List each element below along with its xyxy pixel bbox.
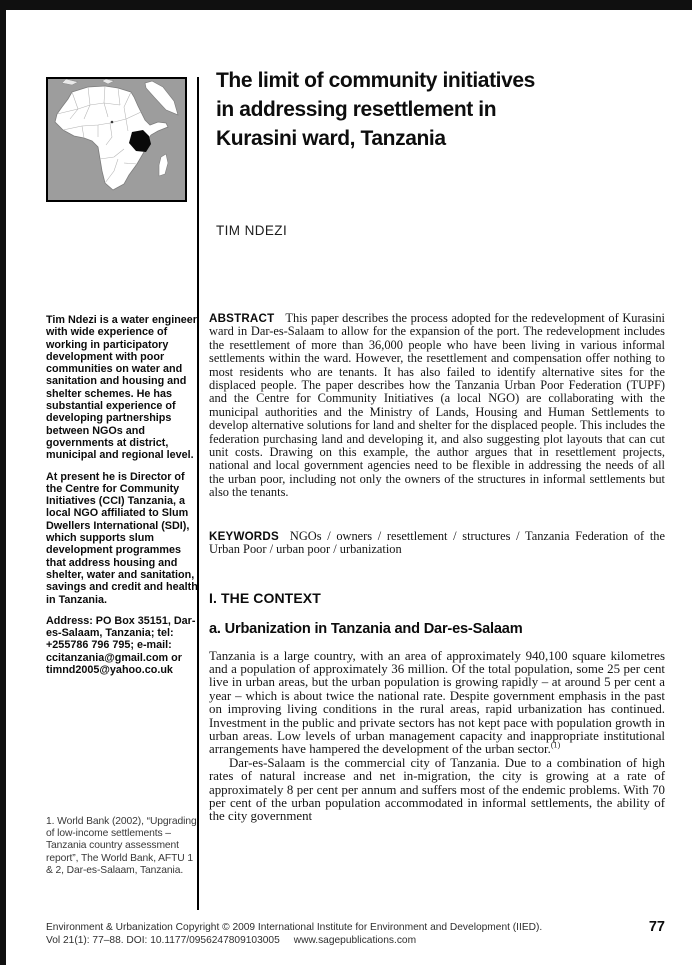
africa-locator-map [46, 77, 187, 202]
body-paragraph-1 [209, 650, 665, 757]
scan-left-edge [0, 0, 6, 965]
article-title-line-2: in addressing resettlement in [216, 98, 497, 121]
author-bio [46, 314, 199, 685]
body-paragraph-1-text: Tanzania is a large country, with an area of approximately 940,100 square kilometres and a population of approximately 36 million. Of the total population, some 25 per cent live in urban areas, but the urban population is growing rapidly – at around 5 per cent a year – which is about twice the national rate. Despite government emphasis in the past on improving living conditions in the rural areas, rapid urbanization has continued. Investment in the public and private sectors has not kept pace with population growth in urban areas. Low levels of urban management capacity and inappropriate institutional arrangements have hampered the development of the urban sector. [209, 648, 665, 757]
footer-publisher-url: www.sagepublications.com [293, 935, 417, 946]
article-title-line-3: Kurasini ward, Tanzania [216, 127, 446, 150]
section-heading-context: I. THE CONTEXT [209, 589, 321, 606]
africa-map-graphic [48, 79, 185, 200]
keywords-text: NGOs / owners / resettlement / structures / Tanzania Federation of the Urban Poor / urban poor / urbanization [209, 528, 665, 557]
keywords-paragraph [209, 530, 665, 557]
footnote-1: 1. World Bank (2002), “Upgrading of low-income settlements – Tanzania country assessment report”, The World Bank, AFTU 1 & 2, Dar-es-Salaam, Tanzania. [46, 816, 197, 876]
keywords-label: KEYWORDS [209, 529, 279, 543]
footer-copyright: Environment & Urbanization Copyright © 2009 International Institute for Environment and Development (IIED). [46, 922, 543, 933]
article-body-column [209, 312, 665, 824]
footer-volume-doi-line [46, 934, 586, 947]
scan-top-edge [0, 0, 692, 10]
footnote-ref-1: (1) [550, 741, 561, 751]
author-name: TIM NDEZI [216, 223, 288, 238]
author-bio-paragraph-1: Tim Ndezi is a water engineer with wide experience of working in participatory development with poor communities on water and sanitation and housing and shelter schemes. He has substantial experience of developing partnerships between NGOs and governments at district, municipal and regional level. [46, 314, 198, 462]
page-number: 77 [648, 919, 665, 935]
abstract-label: ABSTRACT [209, 312, 275, 325]
body-paragraph-2: Dar-es-Salaam is the commercial city of Tanzania. Due to a combination of high rates of natural increase and net in-migration, the city is growing at a rate of approximately 8 per cent per annum and suffers most of the endemic problems. With 70 per cent of the urban population accommodated in informal settlements, the ability of the city government [209, 755, 665, 824]
abstract-paragraph [209, 312, 665, 500]
author-bio-paragraph-2: At present he is Director of the Centre for Community Initiatives (CCI) Tanzania, a local NGO affiliated to Slum Dwellers International (SDI), which supports slum development programmes that address housing and shelter, water and sanitation, savings and credit and health in Tanzania. [46, 470, 198, 606]
subsection-heading-urbanization: a. Urbanization in Tanzania and Dar-es-Salaam [209, 620, 523, 637]
author-address: Address: PO Box 35151, Dar-es-Salaam, Tanzania; tel: +255786 796 795; e-mail: ccitanzania@gmail.com or timnd2005@yahoo.co.uk [46, 614, 196, 677]
article-title [216, 66, 686, 153]
article-title-line-1: The limit of community initiatives [216, 69, 535, 92]
footer-vol-doi: Vol 21(1): 77–88. DOI: 10.1177/0956247809103005 [46, 935, 280, 946]
journal-footer [46, 921, 586, 947]
abstract-text: This paper describes the process adopted for the redevelopment of Kurasini ward in Dar-es-Salaam to allow for the expansion of the port. The redevelopment includes the resettlement of more than 36,000 people who have been living in various informal settlements within the ward. However, the resettlement and compensation offer nothing to most residents who are tenants. It has also failed to identify alternative sites for the displaced people. The paper describes how the Tanzania Urban Poor Federation (TUPF) and the Centre for Community Initiatives (a local NGO) are collaborating with the municipal authorities and the Ministry of Lands, Housing and Human Settlements to develop alternative solutions for land and shelter for the displaced people. This includes the federation purchasing land and developing it, and also suggesting plot layouts that can cut unit costs. Drawing on this example, the author argues that in resettlement projects, national and local government agencies need to be flexible in addressing the needs of all the urban poor, including not only the owners of the structures in informal settlements but also the tenants. [209, 311, 665, 500]
